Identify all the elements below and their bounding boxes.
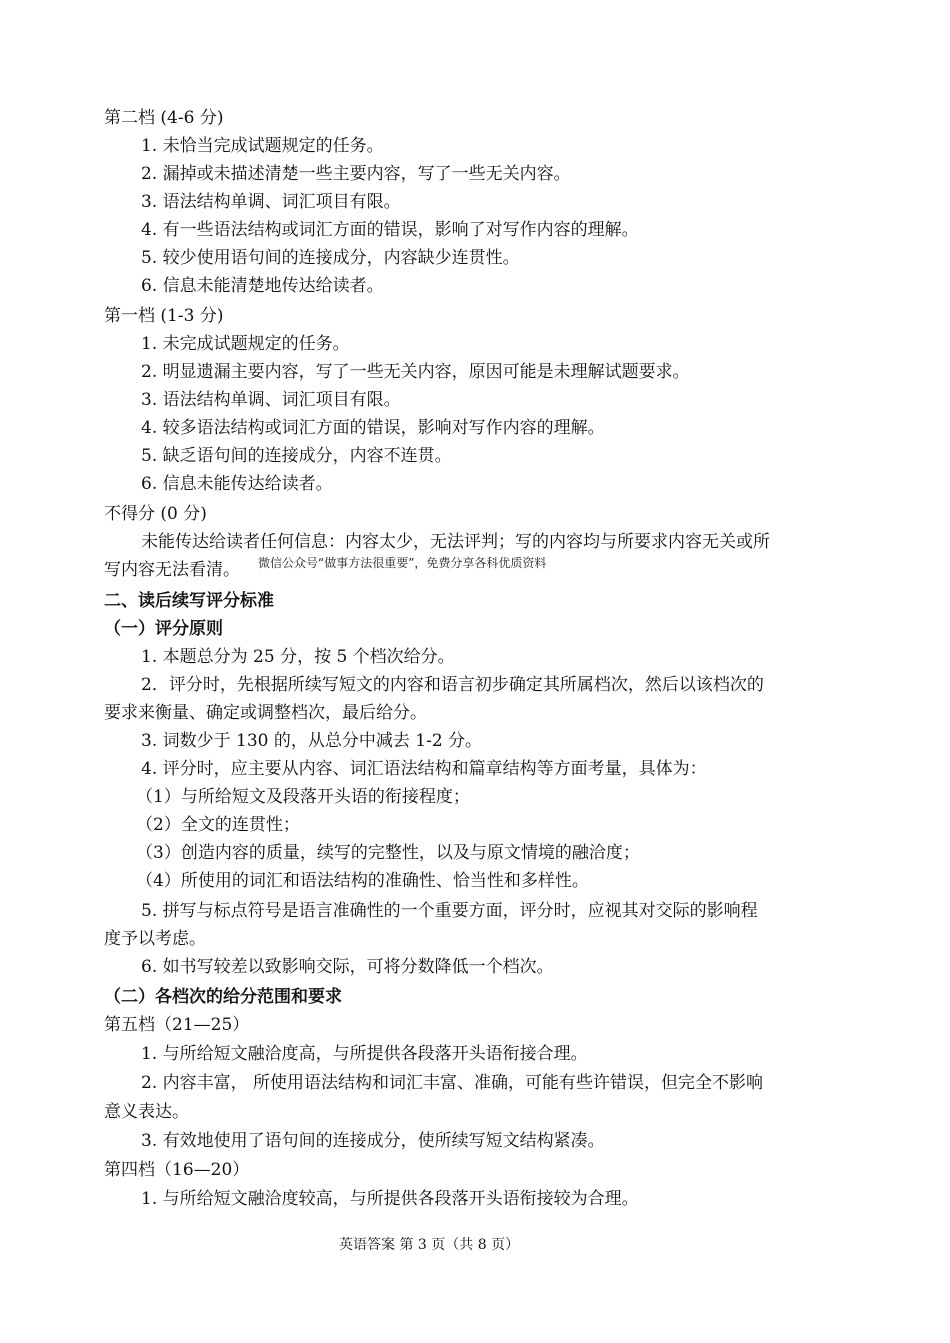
list-item: 1. 未恰当完成试题规定的任务。 — [141, 136, 384, 156]
tier4-heading: 第四档（16—20） — [104, 1160, 250, 1180]
list-item: 3. 语法结构单调、词汇项目有限。 — [141, 192, 401, 212]
sub-item: （1）与所给短文及段落开头语的衔接程度； — [136, 787, 470, 807]
list-item: 3. 有效地使用了语句间的连接成分，使所续写短文结构紧凑。 — [141, 1131, 605, 1151]
page-footer: 英语答案 第 3 页（共 8 页） — [339, 1237, 520, 1253]
tier2-heading: 第二档 (4-6 分) — [104, 108, 224, 128]
list-item: 2. 漏掉或未描述清楚一些主要内容，写了一些无关内容。 — [141, 164, 571, 184]
list-item: 1. 与所给短文融洽度高，与所提供各段落开头语衔接合理。 — [141, 1044, 588, 1064]
principle-item: 4. 评分时，应主要从内容、词汇语法结构和篇章结构等方面考量，具体为： — [141, 759, 707, 779]
ranges-title: （二）各档次的给分范围和要求 — [104, 987, 342, 1007]
watermark-text: 微信公众号“做事方法很重要”，免费分享各科优质资料 — [258, 556, 547, 570]
principle-item: 5. 拼写与标点符号是语言准确性的一个重要方面，评分时，应视其对交际的影响程 — [141, 901, 758, 921]
principle-item-cont: 度予以考虑。 — [104, 929, 206, 949]
list-item: 4. 有一些语法结构或词汇方面的错误，影响了对写作内容的理解。 — [141, 220, 639, 240]
principle-item: 2．评分时，先根据所续写短文的内容和语言初步确定其所属档次，然后以该档次的 — [141, 675, 764, 695]
list-item: 2. 明显遗漏主要内容，写了一些无关内容，原因可能是未理解试题要求。 — [141, 362, 690, 382]
zero-description-line2: 写内容无法看清。 — [104, 560, 240, 580]
list-item: 3. 语法结构单调、词汇项目有限。 — [141, 390, 401, 410]
principle-item: 6. 如书写较差以致影响交际，可将分数降低一个档次。 — [141, 957, 554, 977]
list-item: 6. 信息未能清楚地传达给读者。 — [141, 276, 384, 296]
list-item: 6. 信息未能传达给读者。 — [141, 474, 333, 494]
list-item: 1. 与所给短文融洽度较高，与所提供各段落开头语衔接较为合理。 — [141, 1189, 639, 1209]
list-item: 1. 未完成试题规定的任务。 — [141, 334, 350, 354]
tier5-heading: 第五档（21—25） — [104, 1015, 250, 1035]
list-item: 5. 缺乏语句间的连接成分，内容不连贯。 — [141, 446, 452, 466]
zero-heading: 不得分 (0 分) — [104, 504, 207, 524]
sub-item: （2）全文的连贯性； — [136, 815, 300, 835]
principle-item-cont: 要求来衡量、确定或调整档次，最后给分。 — [104, 703, 427, 723]
sub-item: （3）创造内容的质量，续写的完整性，以及与原文情境的融洽度； — [136, 843, 640, 863]
tier1-heading: 第一档 (1-3 分) — [104, 306, 224, 326]
sub-item: （4）所使用的词汇和语法结构的准确性、恰当性和多样性。 — [136, 871, 589, 891]
list-item: 5. 较少使用语句间的连接成分，内容缺少连贯性。 — [141, 248, 520, 268]
zero-description-line1: 未能传达给读者任何信息：内容太少，无法评判；写的内容均与所要求内容无关或所 — [141, 532, 770, 552]
list-item-cont: 意义表达。 — [104, 1102, 189, 1122]
section2-title: 二、读后续写评分标准 — [104, 591, 274, 611]
principle-item: 3. 词数少于 130 的，从总分中减去 1-2 分。 — [141, 731, 483, 751]
list-item: 2. 内容丰富， 所使用语法结构和词汇丰富、准确，可能有些许错误，但完全不影响 — [141, 1073, 764, 1093]
principle-item: 1. 本题总分为 25 分，按 5 个档次给分。 — [141, 647, 455, 667]
principles-title: （一）评分原则 — [104, 619, 223, 639]
list-item: 4. 较多语法结构或词汇方面的错误，影响对写作内容的理解。 — [141, 418, 605, 438]
